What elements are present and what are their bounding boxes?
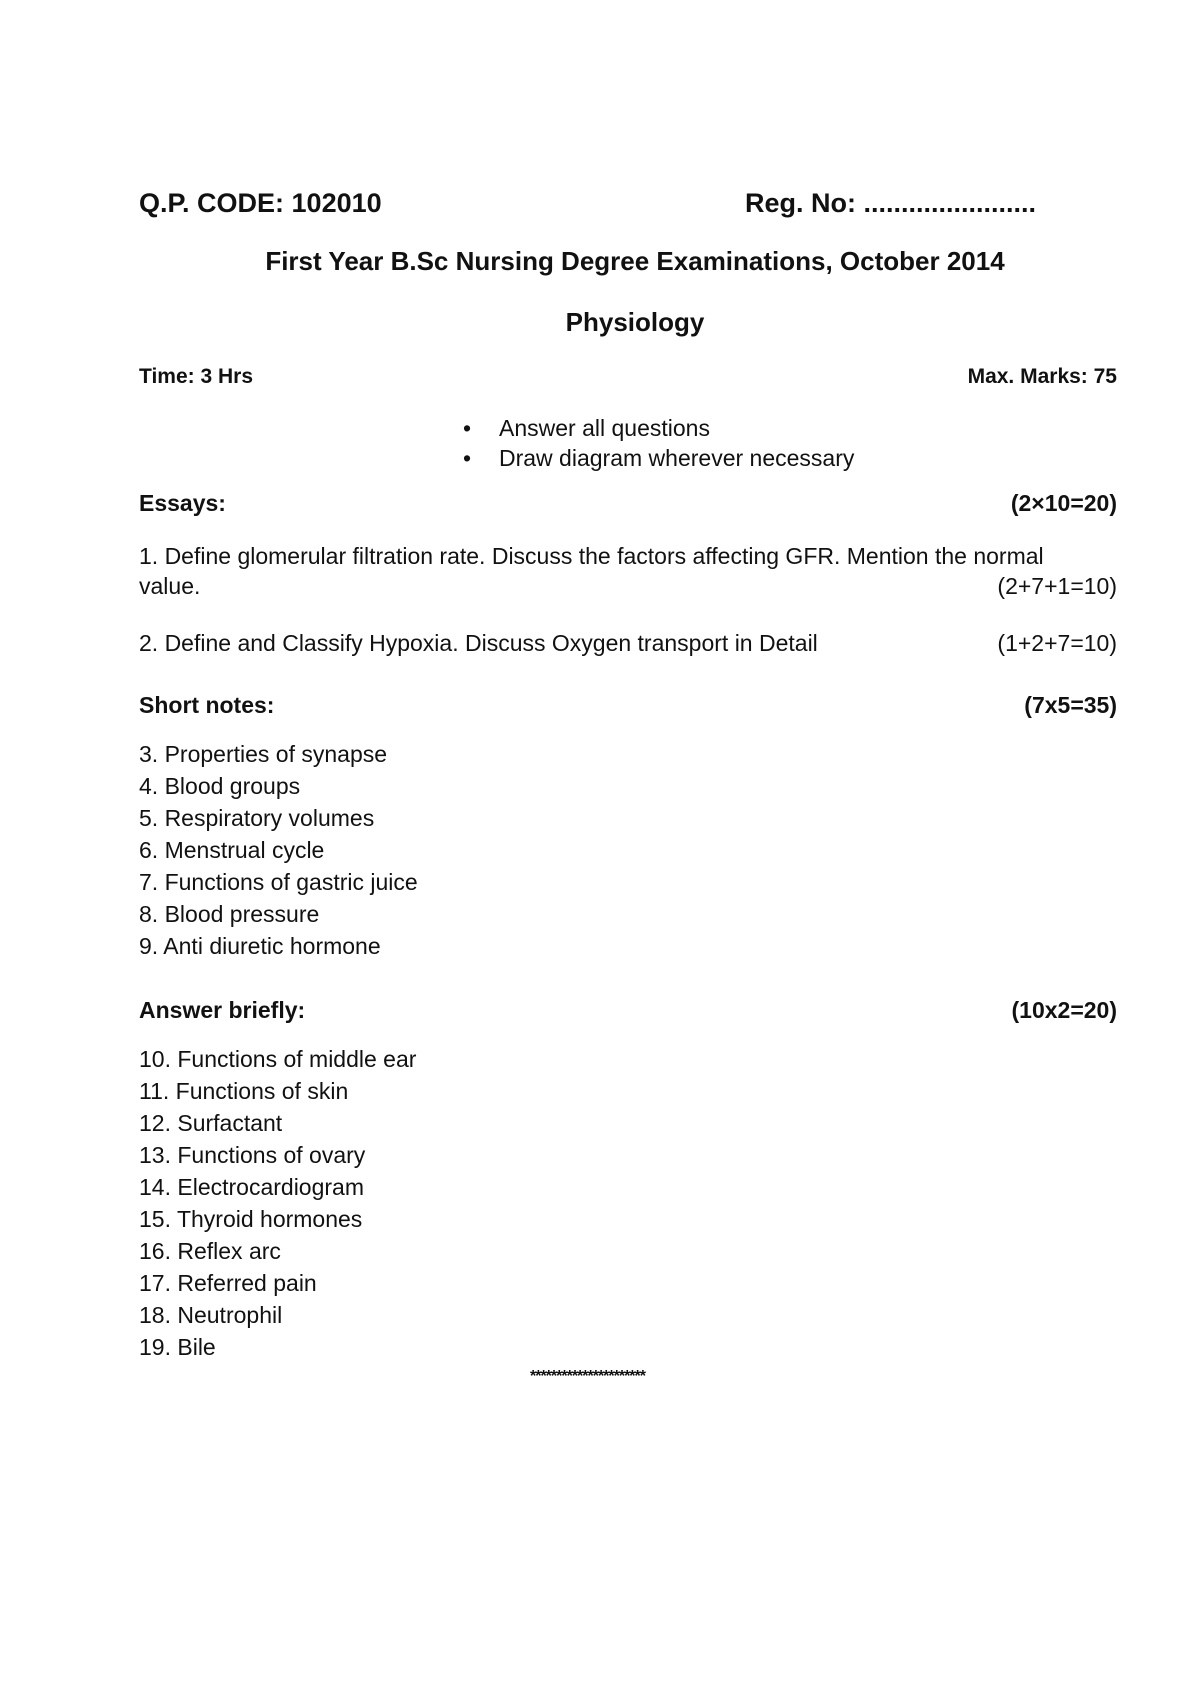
list-item: 12. Surfactant xyxy=(139,1110,283,1136)
time-allowed: Time: 3 Hrs xyxy=(139,365,253,388)
essay-question-2-marks: (1+2+7=10) xyxy=(997,630,1117,656)
qp-code: Q.P. CODE: 102010 xyxy=(139,188,382,218)
list-item: 16. Reflex arc xyxy=(139,1238,281,1264)
list-item: 6. Menstrual cycle xyxy=(139,837,325,863)
list-item: 8. Blood pressure xyxy=(139,901,320,927)
answer-briefly-marks: (10x2=20) xyxy=(1011,997,1117,1023)
essay-question-1-marks: (2+7+1=10) xyxy=(997,573,1117,599)
list-item: 13. Functions of ovary xyxy=(139,1142,366,1168)
instruction-item xyxy=(463,443,854,473)
list-item: 11. Functions of skin xyxy=(139,1078,349,1104)
short-notes-list xyxy=(139,738,418,962)
end-marker: ********************** xyxy=(530,1368,645,1385)
essays-marks: (2×10=20) xyxy=(1010,490,1117,516)
bullet-icon: • xyxy=(463,445,472,471)
list-item: 7. Functions of gastric juice xyxy=(139,869,418,895)
answer-briefly-heading: Answer briefly: xyxy=(139,997,306,1023)
exam-title: First Year B.Sc Nursing Degree Examinations, October 2014 xyxy=(265,246,1005,276)
essay-question-1-line1: 1. Define glomerular filtration rate. Discuss the factors affecting GFR. Mention the normal xyxy=(139,543,1044,569)
bullet-icon: • xyxy=(463,415,472,441)
short-notes-heading: Short notes: xyxy=(139,692,275,718)
reg-no: Reg. No: ....................... xyxy=(745,188,1037,218)
instruction-text: Answer all questions xyxy=(499,415,710,441)
essay-question-1-line2: value. xyxy=(139,573,201,599)
answer-briefly-list xyxy=(139,1043,416,1363)
list-item: 17. Referred pain xyxy=(139,1270,317,1296)
instruction-item xyxy=(463,413,854,443)
essay-question-2: 2. Define and Classify Hypoxia. Discuss Oxygen transport in Detail xyxy=(139,630,818,656)
list-item: 5. Respiratory volumes xyxy=(139,805,375,831)
instructions-list xyxy=(463,413,854,473)
instruction-text: Draw diagram wherever necessary xyxy=(499,445,855,471)
max-marks: Max. Marks: 75 xyxy=(967,365,1117,388)
essays-heading: Essays: xyxy=(139,490,226,516)
list-item: 4. Blood groups xyxy=(139,773,301,799)
list-item: 15. Thyroid hormones xyxy=(139,1206,363,1232)
list-item: 10. Functions of middle ear xyxy=(139,1046,417,1072)
list-item: 3. Properties of synapse xyxy=(139,741,388,767)
list-item: 18. Neutrophil xyxy=(139,1302,283,1328)
list-item: 19. Bile xyxy=(139,1334,216,1360)
list-item: 9. Anti diuretic hormone xyxy=(139,933,381,959)
list-item: 14. Electrocardiogram xyxy=(139,1174,364,1200)
short-notes-marks: (7x5=35) xyxy=(1024,692,1117,718)
subject-title: Physiology xyxy=(565,307,705,337)
